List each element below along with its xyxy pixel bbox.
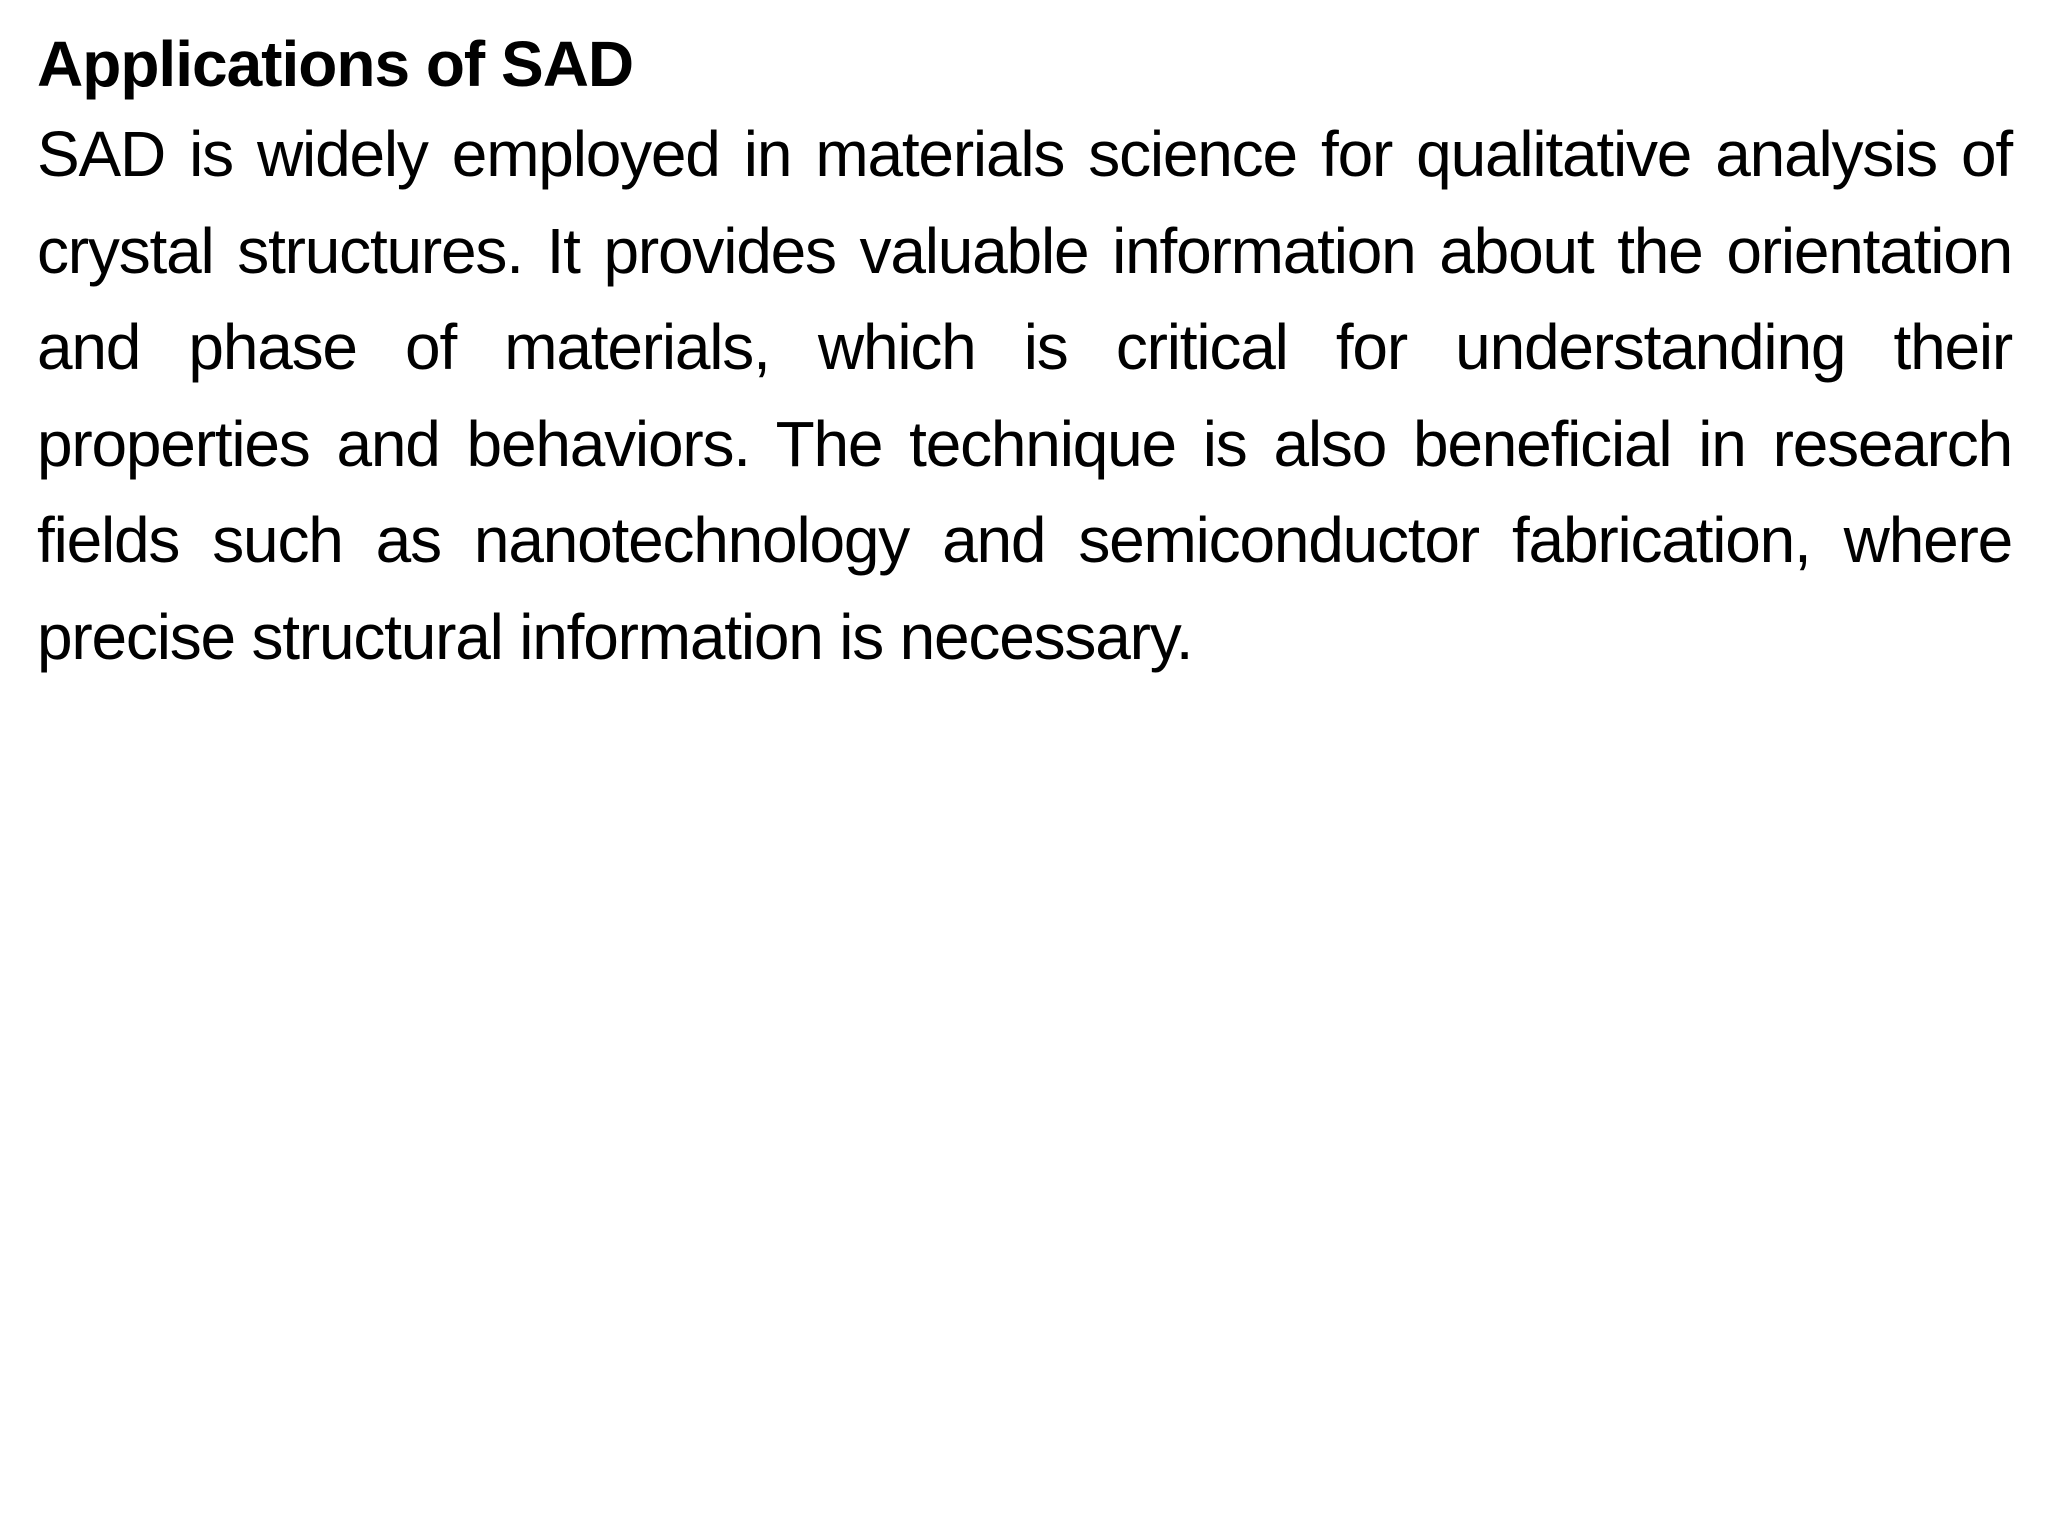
slide-heading: Applications of SAD (37, 28, 634, 100)
body-paragraph: SAD is widely employed in materials science for qualitative analysis of crystal structures. It provides valuable information about the orientation and phase of materials, which is critical for understanding their properties and behaviors. The technique is also beneficial in research fields such as nanotechnology and semiconductor fabrication, where precise structural information is necessary. (37, 118, 2012, 673)
slide-content (37, 22, 2012, 685)
